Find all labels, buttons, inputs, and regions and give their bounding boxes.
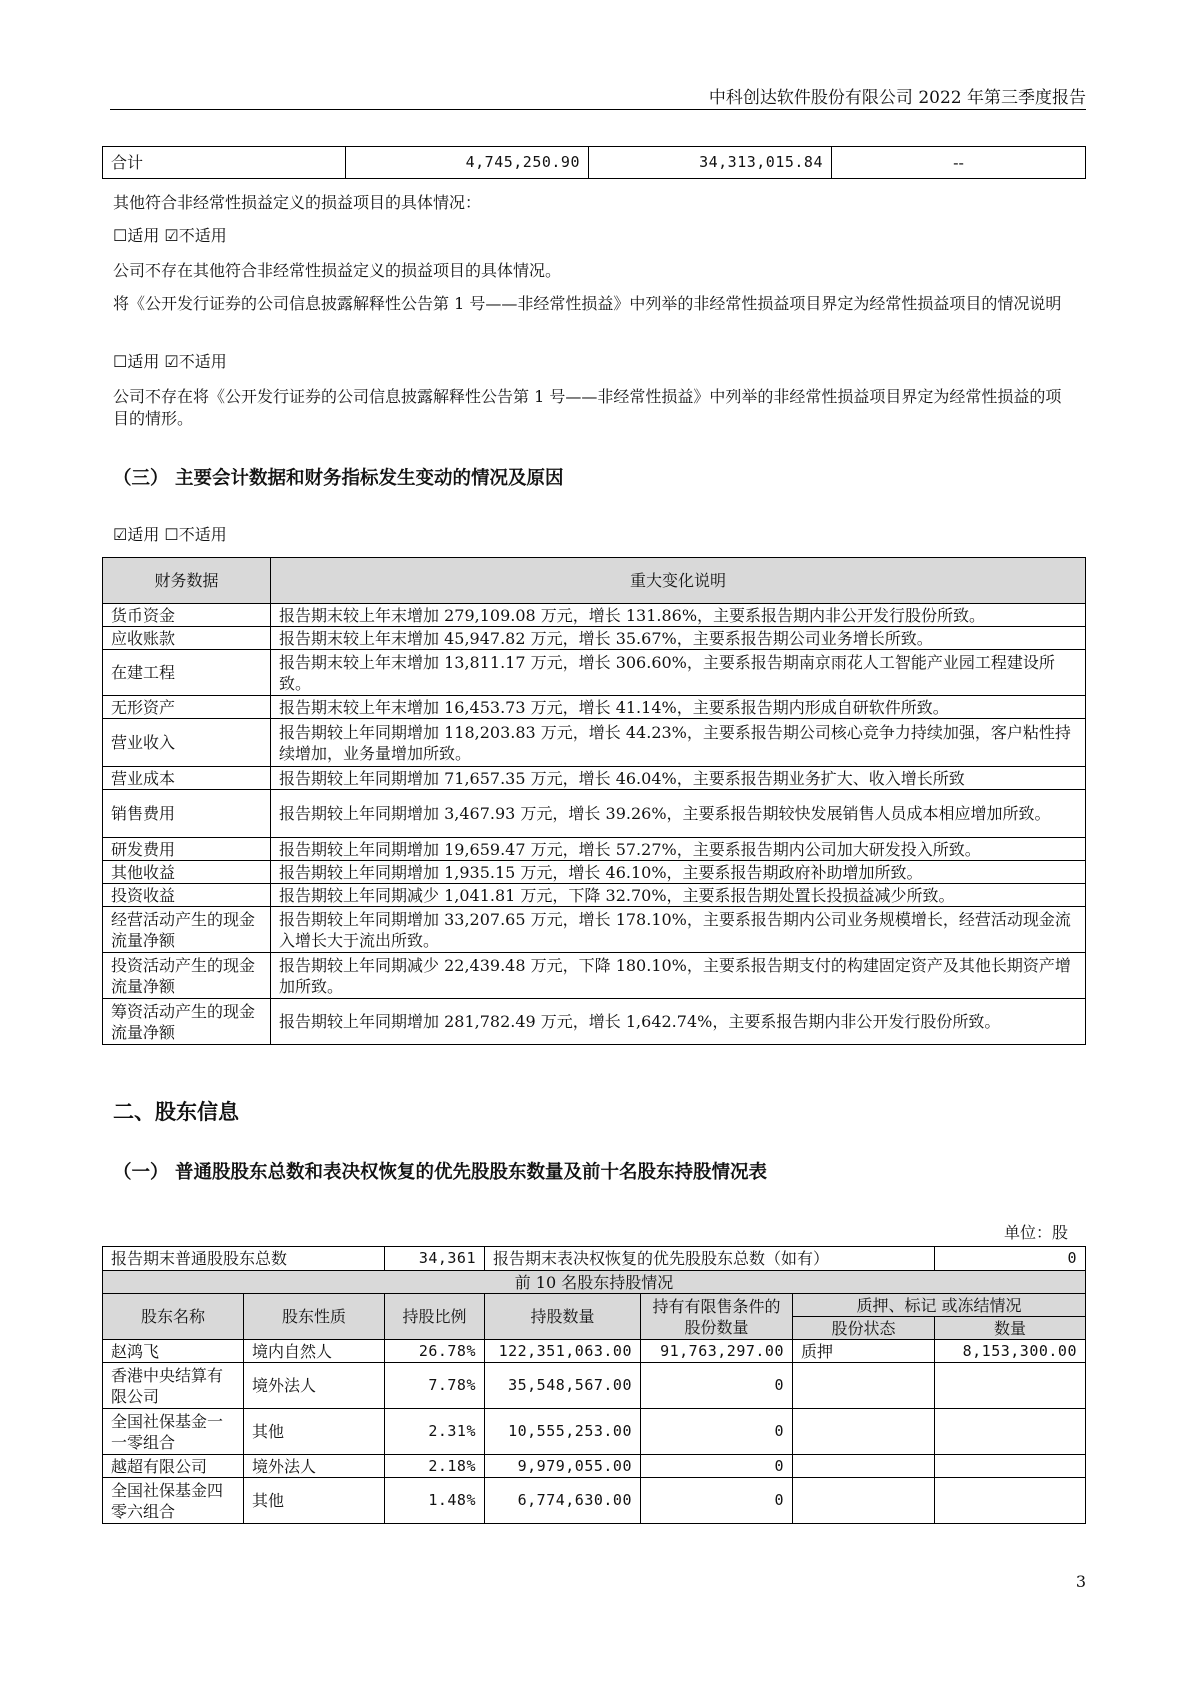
table-row bbox=[103, 861, 1086, 884]
table-row bbox=[103, 1340, 1086, 1363]
row-desc: 报告期末较上年末增加 45,947.82 万元，增长 35.67%，主要系报告期公司业务增长所致。 bbox=[271, 627, 1086, 650]
shareholder-restricted: 0 bbox=[641, 1478, 793, 1524]
total-row-table bbox=[102, 146, 1086, 179]
table-row bbox=[103, 1363, 1086, 1409]
shareholder-quantity: 9,979,055.00 bbox=[485, 1455, 641, 1478]
shareholder-nature: 境外法人 bbox=[244, 1363, 385, 1409]
header-name: 股东名称 bbox=[103, 1294, 244, 1340]
applicability-option-3: ☑适用 ☐不适用 bbox=[113, 525, 227, 544]
row-item: 无形资产 bbox=[103, 696, 271, 719]
header-status: 股份状态 bbox=[793, 1317, 935, 1340]
top10-title: 前 10 名股东持股情况 bbox=[103, 1271, 1086, 1294]
table-header-row bbox=[103, 1294, 1086, 1317]
row-desc: 报告期较上年同期减少 1,041.81 万元，下降 32.70%，主要系报告期处置长投损益减少所致。 bbox=[271, 884, 1086, 907]
row-item: 投资活动产生的现金流量净额 bbox=[103, 953, 271, 999]
row-item: 在建工程 bbox=[103, 650, 271, 696]
shareholder-restricted: 91,763,297.00 bbox=[641, 1340, 793, 1363]
shareholder-name: 香港中央结算有限公司 bbox=[103, 1363, 244, 1409]
classification-answer: 公司不存在将《公开发行证券的公司信息披露解释性公告第 1 号——非经常性损益》中列举的非经常性损益项目界定为经常性损益的项目的情形。 bbox=[113, 387, 1062, 428]
applicability-option-1: ☐适用 ☑不适用 bbox=[113, 226, 227, 245]
shareholder-name: 全国社保基金一一零组合 bbox=[103, 1409, 244, 1455]
preferred-holders-value: 0 bbox=[935, 1247, 1086, 1271]
total-value-2: 34,313,015.84 bbox=[589, 147, 832, 179]
header-quantity: 持股数量 bbox=[485, 1294, 641, 1340]
shareholder-status bbox=[793, 1409, 935, 1455]
shareholder-amount bbox=[935, 1455, 1086, 1478]
table-row bbox=[103, 719, 1086, 767]
header-change-description: 重大变化说明 bbox=[271, 558, 1086, 604]
table-row bbox=[103, 1409, 1086, 1455]
shareholders-subheading: （一） 普通股股东总数和表决权恢复的优先股股东数量及前十名股东持股情况表 bbox=[113, 1162, 767, 1183]
table-row bbox=[103, 838, 1086, 861]
header-ratio: 持股比例 bbox=[385, 1294, 485, 1340]
shareholder-quantity: 6,774,630.00 bbox=[485, 1478, 641, 1524]
table-row bbox=[103, 1247, 1086, 1271]
table-row bbox=[103, 1478, 1086, 1524]
table-row bbox=[103, 604, 1086, 627]
shareholder-status bbox=[793, 1455, 935, 1478]
other-items-answer: 公司不存在其他符合非经常性损益定义的损益项目的具体情况。 bbox=[113, 261, 562, 280]
shareholders-heading: 二、股东信息 bbox=[113, 1100, 239, 1124]
shareholder-status: 质押 bbox=[793, 1340, 935, 1363]
row-desc: 报告期较上年同期增加 1,935.15 万元，增长 46.10%，主要系报告期政府补助增加所致。 bbox=[271, 861, 1086, 884]
table-row bbox=[103, 790, 1086, 838]
shareholder-status bbox=[793, 1363, 935, 1409]
total-label: 合计 bbox=[103, 147, 346, 179]
shareholder-ratio: 26.78% bbox=[385, 1340, 485, 1363]
header-restricted: 持有有限售条件的股份数量 bbox=[641, 1294, 793, 1340]
row-desc: 报告期末较上年末增加 16,453.73 万元，增长 41.14%，主要系报告期内形成自研软件所致。 bbox=[271, 696, 1086, 719]
row-item: 其他收益 bbox=[103, 861, 271, 884]
total-value-1: 4,745,250.90 bbox=[346, 147, 589, 179]
applicability-option-2: ☐适用 ☑不适用 bbox=[113, 352, 227, 371]
row-desc: 报告期较上年同期增加 281,782.49 万元，增长 1,642.74%，主要系报告期内非公开发行股份所致。 bbox=[271, 999, 1086, 1045]
row-desc: 报告期较上年同期增加 33,207.65 万元，增长 178.10%，主要系报告期内公司业务规模增长，经营活动现金流入增长大于流出所致。 bbox=[271, 907, 1086, 953]
table-row bbox=[103, 907, 1086, 953]
row-item: 货币资金 bbox=[103, 604, 271, 627]
total-value-3: -- bbox=[832, 147, 1086, 179]
report-header-title: 中科创达软件股份有限公司 2022 年第三季度报告 bbox=[708, 88, 1086, 108]
row-desc: 报告期末较上年末增加 279,109.08 万元，增长 131.86%，主要系报告期内非公开发行股份所致。 bbox=[271, 604, 1086, 627]
shareholder-nature: 其他 bbox=[244, 1478, 385, 1524]
row-item: 投资收益 bbox=[103, 884, 271, 907]
shareholder-ratio: 7.78% bbox=[385, 1363, 485, 1409]
table-row bbox=[103, 884, 1086, 907]
shareholder-name: 赵鸿飞 bbox=[103, 1340, 244, 1363]
row-desc: 报告期较上年同期增加 71,657.35 万元，增长 46.04%，主要系报告期业务扩大、收入增长所致 bbox=[271, 767, 1086, 790]
table-row bbox=[103, 1271, 1086, 1294]
shareholder-nature: 境外法人 bbox=[244, 1455, 385, 1478]
shareholder-amount: 8,153,300.00 bbox=[935, 1340, 1086, 1363]
table-row bbox=[103, 650, 1086, 696]
row-desc: 报告期末较上年末增加 13,811.17 万元，增长 306.60%，主要系报告期南京雨花人工智能产业园工程建设所致。 bbox=[271, 650, 1086, 696]
shareholder-status bbox=[793, 1478, 935, 1524]
other-items-question: 其他符合非经常性损益定义的损益项目的具体情况： bbox=[113, 193, 482, 212]
shareholder-restricted: 0 bbox=[641, 1455, 793, 1478]
shareholder-ratio: 2.31% bbox=[385, 1409, 485, 1455]
total-holders-value: 34,361 bbox=[385, 1247, 485, 1271]
row-item: 应收账款 bbox=[103, 627, 271, 650]
row-item: 营业成本 bbox=[103, 767, 271, 790]
shareholder-quantity: 35,548,567.00 bbox=[485, 1363, 641, 1409]
row-item: 销售费用 bbox=[103, 790, 271, 838]
table-row bbox=[103, 767, 1086, 790]
page-number: 3 bbox=[1075, 1572, 1086, 1591]
row-desc: 报告期较上年同期增加 3,467.93 万元，增长 39.26%，主要系报告期较快发展销售人员成本相应增加所致。 bbox=[271, 790, 1086, 838]
header-financial-data: 财务数据 bbox=[103, 558, 271, 604]
table-row bbox=[103, 1455, 1086, 1478]
shareholder-ratio: 1.48% bbox=[385, 1478, 485, 1524]
row-item: 经营活动产生的现金流量净额 bbox=[103, 907, 271, 953]
section-3-heading: （三） 主要会计数据和财务指标发生变动的情况及原因 bbox=[113, 468, 564, 489]
shareholder-restricted: 0 bbox=[641, 1363, 793, 1409]
row-item: 研发费用 bbox=[103, 838, 271, 861]
table-row bbox=[103, 627, 1086, 650]
table-header-row bbox=[103, 558, 1086, 604]
header-divider bbox=[110, 109, 1086, 110]
table-row bbox=[103, 999, 1086, 1045]
total-holders-label: 报告期末普通股股东总数 bbox=[103, 1247, 385, 1271]
shareholder-amount bbox=[935, 1478, 1086, 1524]
row-desc: 报告期较上年同期减少 22,439.48 万元，下降 180.10%，主要系报告期支付的构建固定资产及其他长期资产增加所致。 bbox=[271, 953, 1086, 999]
row-desc: 报告期较上年同期增加 19,659.47 万元，增长 57.27%，主要系报告期内公司加大研发投入所致。 bbox=[271, 838, 1086, 861]
row-item: 营业收入 bbox=[103, 719, 271, 767]
header-amount: 数量 bbox=[935, 1317, 1086, 1340]
shareholder-name: 越超有限公司 bbox=[103, 1455, 244, 1478]
shareholder-amount bbox=[935, 1409, 1086, 1455]
unit-label: 单位：股 bbox=[1003, 1223, 1068, 1242]
financial-changes-table bbox=[102, 557, 1086, 1045]
shareholder-nature: 境内自然人 bbox=[244, 1340, 385, 1363]
shareholder-name: 全国社保基金四零六组合 bbox=[103, 1478, 244, 1524]
classification-question: 将《公开发行证券的公司信息披露解释性公告第 1 号——非经常性损益》中列举的非经常性损益项目界定为经常性损益项目的情况说明 bbox=[113, 294, 1062, 313]
shareholder-quantity: 10,555,253.00 bbox=[485, 1409, 641, 1455]
header-nature: 股东性质 bbox=[244, 1294, 385, 1340]
shareholder-amount bbox=[935, 1363, 1086, 1409]
table-row bbox=[103, 953, 1086, 999]
row-item: 筹资活动产生的现金流量净额 bbox=[103, 999, 271, 1045]
preferred-holders-label: 报告期末表决权恢复的优先股股东总数（如有） bbox=[485, 1247, 935, 1271]
shareholder-nature: 其他 bbox=[244, 1409, 385, 1455]
shareholders-table bbox=[102, 1246, 1086, 1524]
header-pledge: 质押、标记 或冻结情况 bbox=[793, 1294, 1086, 1317]
shareholder-quantity: 122,351,063.00 bbox=[485, 1340, 641, 1363]
table-row bbox=[103, 147, 1086, 179]
shareholder-ratio: 2.18% bbox=[385, 1455, 485, 1478]
row-desc: 报告期较上年同期增加 118,203.83 万元，增长 44.23%，主要系报告期公司核心竞争力持续加强，客户粘性持续增加，业务量增加所致。 bbox=[271, 719, 1086, 767]
shareholder-restricted: 0 bbox=[641, 1409, 793, 1455]
table-row bbox=[103, 696, 1086, 719]
